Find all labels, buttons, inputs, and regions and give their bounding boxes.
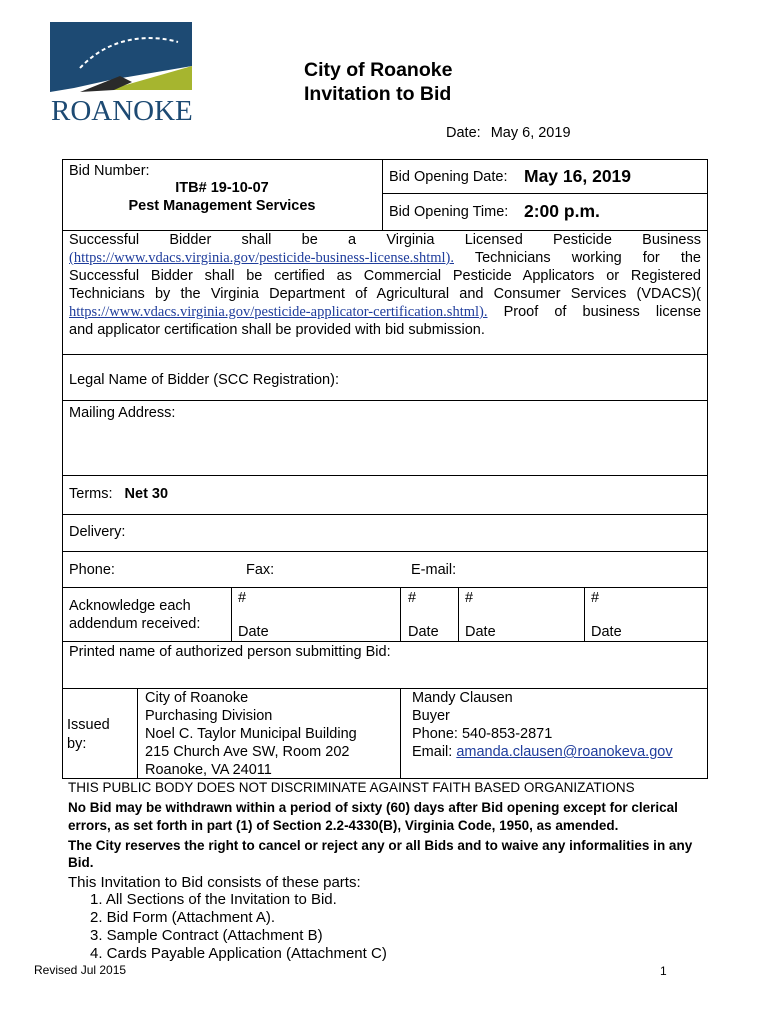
addendum-2-date[interactable]: Date: [408, 624, 439, 640]
opening-time-label: Bid Opening Time:: [389, 204, 509, 220]
parts-intro: This Invitation to Bid consists of these parts:: [68, 874, 361, 891]
bid-form-table: [62, 159, 708, 779]
nondiscrimination-notice: THIS PUBLIC BODY DOES NOT DISCRIMINATE AGAINST FAITH BASED ORGANIZATIONS: [68, 780, 635, 795]
business-license-link[interactable]: (https://www.vdacs.virginia.gov/pesticide-business-license.shtml).: [69, 250, 454, 266]
parts-item-3: 3. Sample Contract (Attachment B): [90, 927, 323, 944]
mailing-address-label: Mailing Address:: [69, 405, 176, 421]
terms-label: Terms:: [69, 486, 113, 502]
addendum-1-number[interactable]: #: [238, 590, 247, 606]
legal-name-field[interactable]: [63, 392, 707, 400]
parts-item-4: 4. Cards Payable Application (Attachment C): [90, 945, 387, 962]
reserve-notice-1: The City reserves the right to cancel or reject any or all Bids and to waive any informalities in any: [68, 838, 693, 853]
requirements-line-3: Successful Bidder shall be certified as Commercial Pesticide Applicators or Registered: [69, 268, 701, 284]
parts-item-2: 2. Bid Form (Attachment A).: [90, 909, 276, 926]
withdraw-notice-1: No Bid may be withdrawn within a period of sixty (60) days after Bid opening except for clerical: [68, 800, 678, 815]
addendum-3-number[interactable]: #: [465, 590, 474, 606]
roanoke-logo: [50, 22, 195, 124]
requirements-line-5: https://www.vdacs.virginia.gov/pesticide-applicator-certification.shtml). Proof of business license: [69, 304, 701, 320]
title-line-1: City of Roanoke: [304, 59, 453, 81]
opening-date: May 16, 2019: [524, 166, 632, 186]
email-label: E-mail:: [411, 562, 457, 578]
phone-label: Phone:: [69, 562, 115, 578]
addendum-1-date[interactable]: Date: [238, 624, 269, 640]
addendum-3-date[interactable]: Date: [465, 624, 496, 640]
acknowledge-label-2: addendum received:: [69, 616, 201, 632]
page-number: 1: [660, 964, 667, 978]
requirements-line-6: and applicator certification shall be provided with bid submission.: [69, 322, 485, 338]
logo-text: ROANOKE: [51, 95, 193, 124]
bid-number-label: Bid Number:: [69, 163, 150, 179]
bid-number: ITB# 19-10-07: [175, 180, 269, 196]
opening-time: 2:00 p.m.: [524, 201, 600, 221]
title-line-2: Invitation to Bid: [304, 83, 452, 105]
parts-item-1: 1. All Sections of the Invitation to Bid.: [90, 891, 337, 908]
requirements-line-2: (https://www.vdacs.virginia.gov/pesticide-business-license.shtml). Technicians working for the: [69, 250, 701, 266]
buyer-name: Mandy Clausen: [412, 690, 513, 706]
legal-name-label: Legal Name of Bidder (SCC Registration):: [69, 372, 339, 388]
buyer-phone: Phone: 540-853-2871: [412, 726, 553, 742]
requirements-line-1: Successful Bidder shall be a Virginia Licensed Pesticide Business: [69, 232, 701, 248]
terms: [69, 485, 168, 503]
requirements-line-4: Technicians by the Virginia Department of Agricultural and Consumer Services (VDACS)(: [69, 286, 701, 302]
delivery-label: Delivery:: [69, 524, 126, 540]
buyer-email-link[interactable]: amanda.clausen@roanokeva.gov: [456, 744, 673, 760]
reserve-notice-2: Bid.: [68, 855, 94, 870]
buyer-email-label: Email:: [412, 744, 453, 760]
issued-label-2: by:: [67, 736, 87, 752]
issuer-line-4: 215 Church Ave SW, Room 202: [145, 744, 350, 760]
addendum-4-number[interactable]: #: [591, 590, 600, 606]
date-value: May 6, 2019: [490, 125, 571, 141]
page-title: [304, 58, 452, 106]
fax-label: Fax:: [246, 562, 275, 578]
issuer-line-1: City of Roanoke: [145, 690, 249, 706]
mailing-address-field[interactable]: [63, 424, 707, 474]
issuer-line-5: Roanoke, VA 24011: [145, 762, 272, 778]
printed-name-label: Printed name of authorized person submitting Bid:: [69, 644, 391, 660]
withdraw-notice-2: errors, as set forth in part (1) of Section 2.2-4330(B), Virginia Code, 1950, as amended.: [68, 818, 619, 833]
date-label: Date:: [446, 125, 481, 141]
applicator-certification-link[interactable]: https://www.vdacs.virginia.gov/pesticide-applicator-certification.shtml).: [69, 304, 488, 320]
issue-date: [446, 125, 571, 141]
opening-date-label: Bid Opening Date:: [389, 169, 508, 185]
buyer-email: [412, 743, 673, 761]
issuer-line-2: Purchasing Division: [145, 708, 273, 724]
printed-name-field[interactable]: [63, 663, 707, 687]
issuer-line-3: Noel C. Taylor Municipal Building: [145, 726, 357, 742]
bid-title: Pest Management Services: [128, 198, 316, 214]
acknowledge-label-1: Acknowledge each: [69, 598, 191, 614]
terms-value: Net 30: [124, 486, 169, 502]
revision-note: Revised Jul 2015: [34, 963, 127, 977]
roanoke-logo-icon: [50, 22, 195, 124]
addendum-4-date[interactable]: Date: [591, 624, 622, 640]
buyer-title: Buyer: [412, 708, 450, 724]
addendum-2-number[interactable]: #: [408, 590, 417, 606]
issued-label-1: Issued: [67, 717, 110, 733]
